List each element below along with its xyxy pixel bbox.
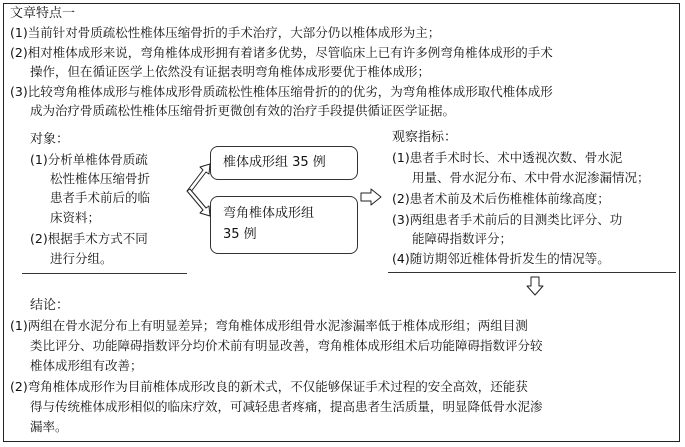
conclusion-heading: 结论： (30, 298, 70, 313)
feature-line-1: (1)当前针对骨质疏松性椎体压缩骨折的手术治疗，大部分仍以椎体成形为主； (10, 25, 441, 40)
group-a-label: 椎体成形组 35 例 (223, 155, 326, 170)
subjects-line-6: 进行分组。 (50, 251, 113, 266)
indicators-line-1: (1)患者手术时长、术中透视次数、骨水泥 (392, 150, 623, 165)
feature-line-4: (3)比较弯角椎体成形与椎体成形骨质疏松性椎体压缩骨折的的优劣，为弯角椎体成形取代椎体成形 (10, 84, 553, 99)
conclusion-line-3: 椎体成形组有改善； (30, 358, 143, 373)
right-arrow-icon (360, 188, 382, 206)
subjects-line-3: 患者手术前后的临 (50, 190, 151, 205)
indicators-line-5: 能障碍指数评分； (412, 231, 513, 246)
fork-arrow-down (187, 189, 210, 216)
down-arrow-icon (526, 276, 544, 296)
conclusion-line-5: 得与传统椎体成形相似的临床疗效，可减轻患者疼痛，提高患者生活质量，明显降低骨水泥渗 (30, 399, 543, 414)
feature-line-3: 操作，但在循证医学上依然没有证据表明弯角椎体成形要优于椎体成形； (30, 64, 431, 79)
fork-arrow-up (187, 164, 210, 193)
subjects-line-5: (2)根据手术方式不同 (30, 231, 148, 246)
subjects-underline (22, 273, 187, 274)
features-heading: 文章特点一 (10, 6, 76, 21)
indicators-line-4: (3)两组患者手术前后的目测类比评分、功 (392, 212, 623, 227)
group-box-curved-vertebroplasty (210, 196, 358, 254)
feature-line-2: (2)相对椎体成形来说，弯角椎体成形拥有着诸多优势，尽管临床上已有许多例弯角椎体成形的手术 (10, 45, 553, 60)
subjects-line-1: (1)分析单椎体骨质疏 (30, 152, 148, 167)
subjects-line-2: 松性椎体压缩骨折 (50, 171, 151, 186)
indicators-line-3: (2)患者术前及术后伤椎椎体前缘高度； (392, 191, 610, 206)
group-b-label-line1: 弯角椎体成形组 (223, 206, 315, 221)
indicators-heading: 观察指标： (392, 130, 458, 145)
group-box-vertebroplasty (210, 146, 358, 180)
subjects-line-4: 床资料； (50, 210, 101, 225)
conclusion-line-2: 类比评分、功能障碍指数评分均价术前有明显改善，弯角椎体成形组术后功能障碍指数评分较 (30, 338, 543, 353)
fork-arrow-icon (186, 158, 212, 228)
indicators-line-6: (4)随访期邻近椎体骨折发生的情况等。 (392, 251, 610, 266)
conclusion-line-1: (1)两组在骨水泥分布上有明显差异；弯角椎体成形组骨水泥渗漏率低于椎体成形组；两组目测 (10, 318, 528, 333)
conclusion-line-4: (2)弯角椎体成形作为目前椎体成形改良的新术式，不仅能够保证手术过程的安全高效，还能获 (10, 379, 528, 394)
indicators-line-2: 用量、骨水泥分布、术中骨水泥渗漏情况； (412, 170, 650, 185)
conclusion-line-6: 漏率。 (30, 419, 68, 434)
group-b-label-line2: 35 例 (223, 227, 257, 242)
indicators-underline (388, 272, 676, 273)
subjects-heading: 对象： (30, 132, 70, 147)
feature-line-5: 成为治疗骨质疏松性椎体压缩骨折更微创有效的治疗手段提供循证医学证据。 (30, 103, 456, 118)
